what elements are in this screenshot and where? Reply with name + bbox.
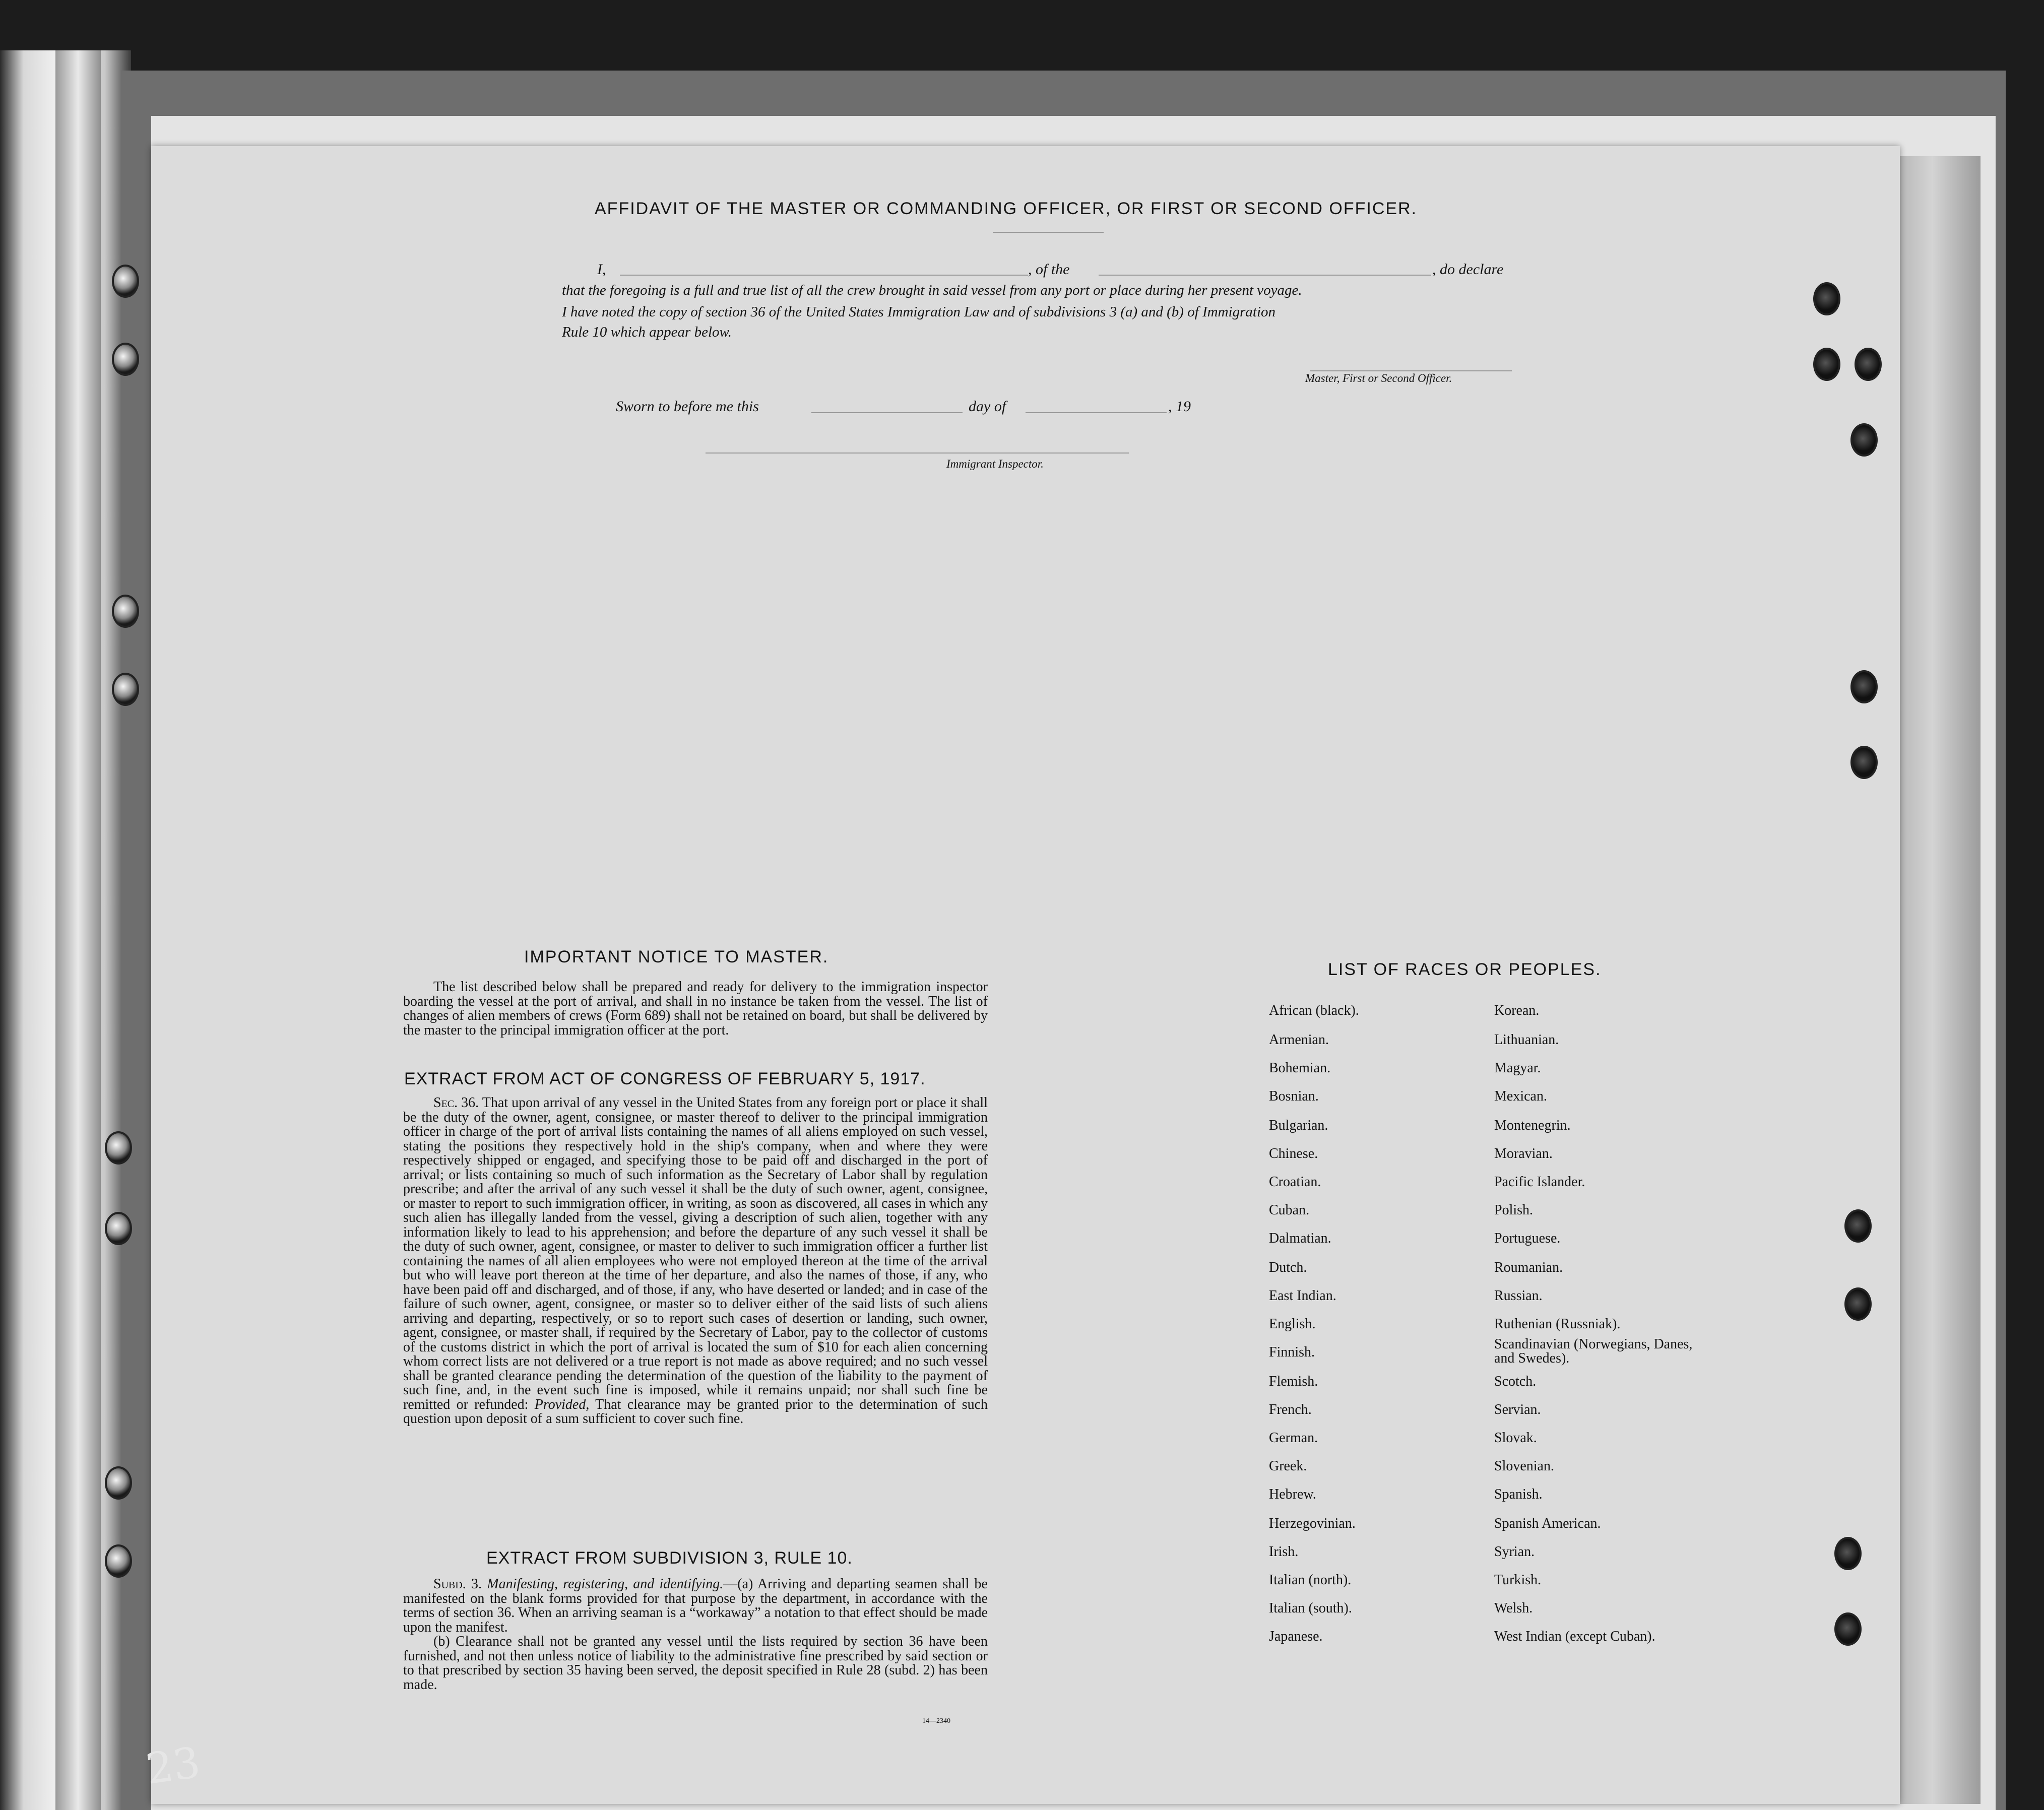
sworn-month-blank: [1026, 412, 1167, 413]
race-item: Slovenian.: [1494, 1458, 1554, 1474]
race-item: Polish.: [1494, 1202, 1534, 1218]
race-item: Greek.: [1269, 1458, 1307, 1474]
name-blank: [620, 275, 1028, 276]
extract1-title: EXTRACT FROM ACT OF CONGRESS OF FEBRUARY 5, 1917.: [404, 1069, 926, 1088]
race-item: West Indian (except Cuban).: [1494, 1629, 1655, 1644]
punch-hole-icon: [1844, 1209, 1872, 1243]
extract1-text-end: That clearance may be granted prior to the determination of such question upon deposit of a sum sufficient to cover such fine.: [403, 1396, 988, 1427]
manifest-page: [151, 146, 1900, 1804]
extract2-title: EXTRACT FROM SUBDIVISION 3, RULE 10.: [486, 1548, 853, 1568]
inspector-signature-line: [706, 453, 1129, 454]
punch-hole-icon: [105, 1212, 132, 1245]
race-item: Mexican.: [1494, 1088, 1547, 1104]
race-item: Italian (north).: [1269, 1572, 1352, 1588]
sec-label: Sec. 36.: [433, 1095, 479, 1111]
punch-hole-icon: [1850, 670, 1878, 703]
race-item: German.: [1269, 1430, 1318, 1446]
inspector-label: Immigrant Inspector.: [946, 458, 1044, 470]
punch-hole-icon: [1850, 423, 1878, 457]
race-item: Dalmatian.: [1269, 1231, 1331, 1246]
race-item: English.: [1269, 1316, 1316, 1332]
affidavit-line-3: Rule 10 which appear below.: [562, 324, 732, 340]
extract2-text-a: —(a) Arriving and departing seamen shall be manifested on the blank forms provided for that purpose by the department, in accordance with the terms of section 36. When an arriving seaman is a “workaway” a notation to that effect should be made upon the manifest.: [403, 1576, 988, 1635]
race-item: Bulgarian.: [1269, 1118, 1328, 1133]
race-item: French.: [1269, 1402, 1312, 1417]
punch-hole-icon: [105, 1131, 132, 1165]
race-item: Croatian.: [1269, 1174, 1321, 1190]
notice-title: IMPORTANT NOTICE TO MASTER.: [524, 947, 829, 966]
race-item: Moravian.: [1494, 1146, 1553, 1161]
race-item: Chinese.: [1269, 1146, 1318, 1161]
year-label: , 19: [1168, 398, 1191, 415]
notice-text: The list described below shall be prepared and ready for delivery to the immigration inspector boarding the vessel at the port of arrival, and shall in no instance be taken from the vessel. The list of changes of alien members of crews (Form 689) shall not be retained on board, but shall be delivered by the master to the principal immigration officer at the port.: [403, 979, 988, 1038]
race-item: Scotch.: [1494, 1374, 1537, 1389]
punch-hole-icon: [1834, 1612, 1862, 1646]
race-item: Japanese.: [1269, 1629, 1323, 1644]
affidavit-line-2: I have noted the copy of section 36 of the United States Immigration Law and of subdivisions 3 (a) and (b) of Immigration: [562, 304, 1276, 320]
race-item: Hebrew.: [1269, 1486, 1316, 1502]
race-item: Armenian.: [1269, 1032, 1329, 1048]
race-item: Turkish.: [1494, 1572, 1542, 1588]
page-stack-edge: [1900, 156, 1981, 1804]
extract1-paragraph: [403, 1096, 988, 1427]
race-item: Portuguese.: [1494, 1231, 1561, 1246]
punch-hole-icon: [105, 1544, 132, 1578]
race-item: Spanish American.: [1494, 1516, 1601, 1531]
punch-hole-icon: [112, 343, 139, 376]
race-item: Lithuanian.: [1494, 1032, 1559, 1048]
race-item: Bosnian.: [1269, 1088, 1319, 1104]
affidavit-of-the: , of the: [1028, 261, 1070, 278]
race-item: Roumanian.: [1494, 1260, 1563, 1275]
punch-hole-icon: [112, 265, 139, 298]
race-item: Syrian.: [1494, 1544, 1535, 1560]
race-item: Montenegrin.: [1494, 1118, 1571, 1133]
print-code: 14—2340: [922, 1717, 950, 1725]
subd-label: Subd. 3.: [433, 1576, 482, 1592]
punch-hole-icon: [1855, 348, 1882, 381]
race-item: Finnish.: [1269, 1344, 1315, 1360]
punch-hole-icon: [112, 595, 139, 628]
affidavit-do-declare: , do declare: [1432, 261, 1504, 278]
races-title: LIST OF RACES OR PEOPLES.: [1328, 960, 1602, 979]
race-item: African (black).: [1269, 1003, 1359, 1018]
race-item: Magyar.: [1494, 1060, 1541, 1076]
race-item: Ruthenian (Russniak).: [1494, 1316, 1621, 1332]
handwritten-mark: 23: [143, 1737, 204, 1794]
master-signature-line: [1310, 370, 1512, 371]
race-item: Servian.: [1494, 1402, 1541, 1417]
punch-hole-icon: [1813, 348, 1840, 381]
race-item: Dutch.: [1269, 1260, 1307, 1275]
binder-spine: [55, 50, 101, 1810]
race-item: Russian.: [1494, 1288, 1543, 1304]
race-item: Irish.: [1269, 1544, 1299, 1560]
punch-hole-icon: [105, 1466, 132, 1500]
race-item: Pacific Islander.: [1494, 1174, 1585, 1190]
notice-paragraph: [403, 980, 988, 1038]
race-item: Bohemian.: [1269, 1060, 1331, 1076]
race-item: Slovak.: [1494, 1430, 1537, 1446]
extract2-text-b: (b) Clearance shall not be granted any vessel until the lists required by section 36 have been furnished, and not then unless notice of liability to the administrative fine prescribed by said section or to that prescribed by section 35 having been served, the deposit specified in Rule 28 (subd. 2) has been made.: [403, 1634, 988, 1693]
punch-hole-icon: [1813, 282, 1840, 315]
race-item: Korean.: [1494, 1003, 1540, 1018]
punch-hole-icon: [1834, 1537, 1862, 1570]
race-item: Herzegovinian.: [1269, 1516, 1356, 1531]
race-item: Cuban.: [1269, 1202, 1310, 1218]
day-of-label: day of: [969, 398, 1006, 415]
affidavit-title: AFFIDAVIT OF THE MASTER OR COMMANDING OFFICER, OR FIRST OR SECOND OFFICER.: [595, 199, 1418, 218]
race-item: Spanish.: [1494, 1486, 1543, 1502]
subd-heading: Manifesting, registering, and identifying.: [487, 1576, 724, 1592]
race-item: Flemish.: [1269, 1374, 1318, 1389]
provided-word: Provided,: [534, 1396, 590, 1412]
sworn-label: Sworn to before me this: [616, 398, 759, 415]
race-item: Scandinavian (Norwegians, Danes, and Swedes).: [1494, 1336, 1693, 1366]
race-item: Italian (south).: [1269, 1600, 1352, 1616]
affidavit-i-label: I,: [597, 261, 606, 278]
race-item: East Indian.: [1269, 1288, 1336, 1304]
title-rule: [993, 232, 1104, 233]
punch-hole-icon: [1850, 746, 1878, 779]
punch-hole-icon: [112, 673, 139, 706]
vessel-blank: [1099, 275, 1431, 276]
extract2-paragraph: [403, 1577, 988, 1692]
sworn-day-blank: [811, 412, 963, 413]
punch-hole-icon: [1844, 1287, 1872, 1321]
extract1-text: That upon arrival of any vessel in the United States from any foreign port or place it shall be the duty of the owner, agent, consignee, or master thereof to deliver to the principal immigration officer in charge of the port of arrival lists containing the names of all aliens employed on such vessel, stating the positions they respectively hold in the ship's company, when and where they were respectively shipped or engaged, and specifying those to be paid off and discharged in the port of arrival; or lists containing so much of such information as the Secretary of Labor shall by regulation prescribe; and after the arrival of any such vessel it shall be the duty of such owner, agent, consignee, or master to report to such immigration officer, in writing, as soon as discovered, all cases in which any such alien has illegally landed from the vessel, giving a description of such alien, together with any information likely to lead to his apprehension; and before the departure of any such vessel it shall be the duty of such owner, agent, consignee, or master to deliver to such immigration officer a further list containing the names of all alien employees who were not employed thereon at the time of the arrival but who will leave port thereon at the time of her departure, and also the names of those, if any, who have been paid off and discharged, and of those, if any, who have deserted or landed; and in case of the failure of such owner, agent, consignee, or master so to deliver either of the said lists of such aliens arriving and departing, respectively, or so to report such cases of desertion or landing, such owner, agent, consignee, or master shall, if required by the Secretary of Labor, pay to the collector of customs of the customs district in which the port of arrival is located the sum of $10 for each alien concerning whom correct lists are not delivered or a true report is not made as above required; and no such vessel shall be granted clearance pending the determination of the question of the liability to the payment of such fine, and, in the event such fine is imposed, while it remains unpaid; nor shall such fine be remitted or refunded:: [403, 1095, 988, 1412]
master-signature-label: Master, First or Second Officer.: [1305, 372, 1452, 384]
race-item: Welsh.: [1494, 1600, 1533, 1616]
affidavit-line-1: that the foregoing is a full and true list of all the crew brought in said vessel from any port or place during her present voyage.: [562, 282, 1302, 298]
